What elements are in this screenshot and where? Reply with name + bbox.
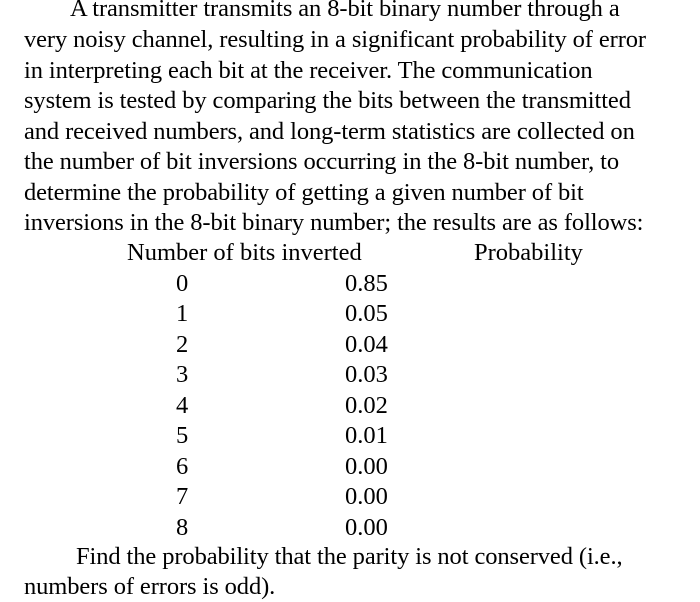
bits-inverted-value: 0 [176, 270, 189, 297]
intro-line-6: the number of bit inversions occurring in the 8-bit number, to [24, 148, 619, 175]
table-row [0, 360, 700, 390]
table-row [0, 330, 700, 360]
bits-inverted-value: 8 [176, 514, 189, 541]
probability-value: 0.04 [345, 331, 388, 358]
question-line-2: numbers of errors is odd). [24, 573, 276, 600]
table-header-bits: Number of bits inverted [127, 239, 362, 266]
probability-value: 0.00 [345, 514, 388, 541]
question-line-1: Find the probability that the parity is not conserved (i.e., [76, 543, 623, 570]
probability-value: 0.85 [345, 270, 388, 297]
intro-line-5: and received numbers, and long-term statistics are collected on [24, 118, 635, 145]
bits-inverted-value: 2 [176, 331, 189, 358]
probability-value: 0.02 [345, 392, 388, 419]
table-row [0, 391, 700, 421]
bits-inverted-value: 6 [176, 453, 189, 480]
table-row [0, 269, 700, 299]
bits-inverted-value: 7 [176, 483, 189, 510]
intro-line-2: very noisy channel, resulting in a significant probability of error [24, 26, 646, 53]
table-row [0, 421, 700, 451]
probability-value: 0.05 [345, 300, 388, 327]
intro-line-1: A transmitter transmits an 8-bit binary number through a [70, 0, 620, 22]
table-row [0, 452, 700, 482]
table-row [0, 299, 700, 329]
intro-line-4: system is tested by comparing the bits between the transmitted [24, 87, 631, 114]
table-row [0, 482, 700, 512]
bits-inverted-value: 4 [176, 392, 189, 419]
probability-value: 0.03 [345, 361, 388, 388]
table-row [0, 513, 700, 543]
intro-line-7: determine the probability of getting a given number of bit [24, 179, 584, 206]
bits-inverted-value: 3 [176, 361, 189, 388]
bits-inverted-value: 5 [176, 422, 189, 449]
probability-value: 0.01 [345, 422, 388, 449]
intro-line-8: inversions in the 8-bit binary number; the results are as follows: [24, 209, 644, 236]
table-header-probability: Probability [474, 239, 583, 266]
intro-line-3: in interpreting each bit at the receiver. The communication [24, 57, 593, 84]
bits-inverted-value: 1 [176, 300, 189, 327]
probability-value: 0.00 [345, 453, 388, 480]
probability-value: 0.00 [345, 483, 388, 510]
